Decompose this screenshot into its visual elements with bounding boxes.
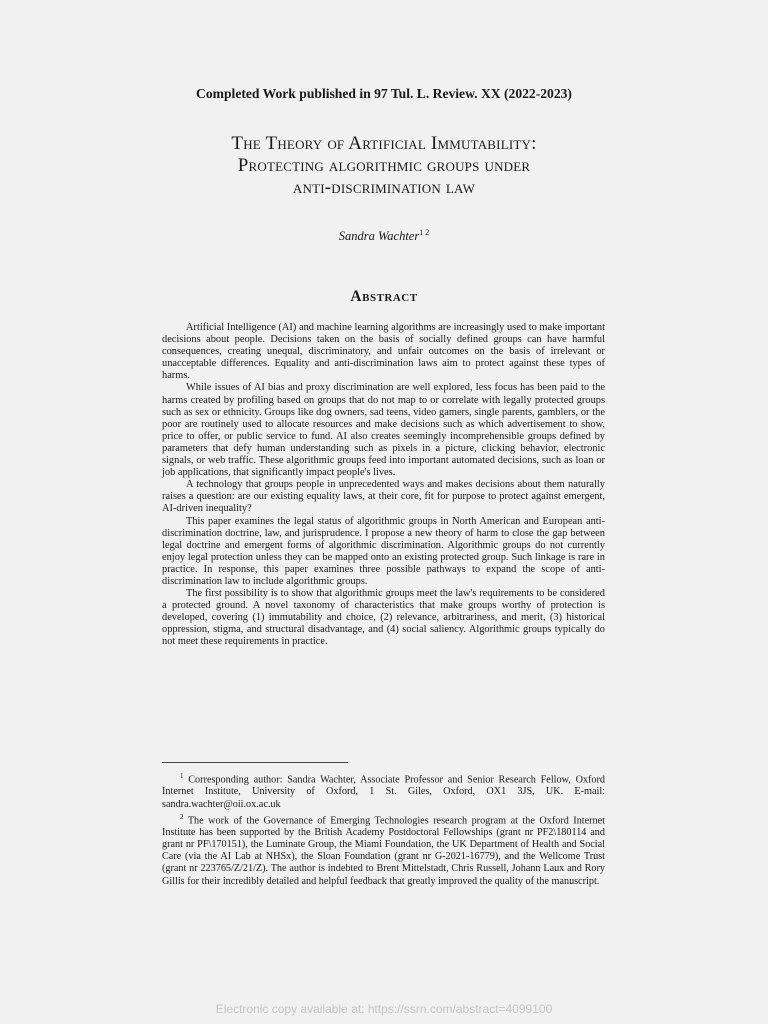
author-footnote-marks: 1 2: [419, 228, 430, 237]
title-line-3: anti-discrimination law: [292, 177, 476, 198]
footnote-1: [162, 770, 605, 811]
abstract-paragraph: While issues of AI bias and proxy discrimination are well explored, less focus has been paid to the harms created by profiling based on groups that do not map to or correlate with legally protected groups such as sex or ethnicity. Groups like dog owners, sad teens, video gamers, single parents, gamblers, or the poor are routinely used to allocate resources and make decisions such as which advertisement to show, price to offer, or public service to fund. AI also creates seemingly incomprehensible groups defined by parameters that defy human understanding such as pixels in a picture, clicking behavior, electronic signals, or web traffic. These algorithmic groups feed into important automated decisions, such as loan or job applications, that significantly impact people's lives.: [162, 382, 605, 479]
abstract-paragraph: Artificial Intelligence (AI) and machine learning algorithms are increasingly used to make important decisions about people. Decisions taken on the basis of socially defined groups can have harmful consequences, creating unequal, discriminatory, and unfair outcomes on the basis of irrelevant or unacceptable differences. Equality and anti-discrimination laws aim to protect against these types of harms.: [162, 322, 605, 382]
footnote-text: Corresponding author: Sandra Wachter, Associate Professor and Senior Research Fellow, Oxford Internet Institute, University of Oxford, 1 St. Giles, Oxford, OX1 3JS, UK. E-mail: sandra.wachter@oii.ox.ac.uk: [162, 774, 605, 810]
footnote-mark: 2: [180, 812, 184, 821]
publication-note: Completed Work published in 97 Tul. L. Review. XX (2022-2023): [196, 86, 572, 101]
footnotes: [162, 770, 605, 888]
abstract-body: [162, 322, 605, 649]
footnote-mark: 1: [180, 772, 184, 780]
abstract-paragraph: A technology that groups people in unprecedented ways and makes decisions about them naturally raises a question: are our existing equality laws, at their core, fit for purpose to protect against emergent, AI-driven inequality?: [162, 479, 605, 515]
title-line-1: The Theory of Artificial Immutability:: [231, 133, 537, 154]
footnote-text: The work of the Governance of Emerging Technologies research program at the Oxford Internet Institute has been supported by the British Academy Postdoctoral Fellowships (grant nr PF2\180114 and grant nr PF\170151), the Luminate Group, the Miami Foundation, the UK Department of Health and Social Care (via the AI Lab at NHSx), the Sloan Foundation (grant nr G-2021-16779), and the Wellcome Trust (grant nr 223765/Z/21/Z). The author is indebted to Brent Mittelstadt, Chris Russell, Johann Laux and Rory Gillis for their incredibly detailed and helpful feedback that greatly improved the quality of the manuscript.: [162, 815, 605, 887]
title-line-2: Protecting algorithmic groups under: [237, 155, 531, 176]
footnote-2: [162, 811, 605, 888]
paper-title: [100, 133, 668, 199]
footnote-divider: [162, 762, 348, 763]
abstract-heading: Abstract: [350, 288, 418, 305]
abstract-paragraph: The first possibility is to show that algorithmic groups meet the law's requirements to be considered a protected ground. A novel taxonomy of characteristics that make groups worthy of protection is developed, covering (1) immutability and choice, (2) relevance, arbitrariness, and merit, (3) historical oppression, stigma, and structural disadvantage, and (4) social saliency. Algorithmic groups typically do not meet these requirements in practice.: [162, 588, 605, 648]
abstract-paragraph: This paper examines the legal status of algorithmic groups in North American and European anti-discrimination doctrine, law, and jurisprudence. I propose a new theory of harm to close the gap between legal doctrine and emergent forms of algorithmic discrimination. Algorithmic groups do not currently enjoy legal protection unless they can be mapped onto an existing protected group. Such linkage is rare in practice. In response, this paper examines three possible pathways to expand the scope of anti-discrimination law to include algorithmic groups.: [162, 515, 605, 587]
author-name: Sandra Wachter: [338, 229, 420, 244]
author-line: [0, 228, 768, 244]
ssrn-watermark: Electronic copy available at: https://ssrn.com/abstract=4099100: [215, 1002, 553, 1016]
